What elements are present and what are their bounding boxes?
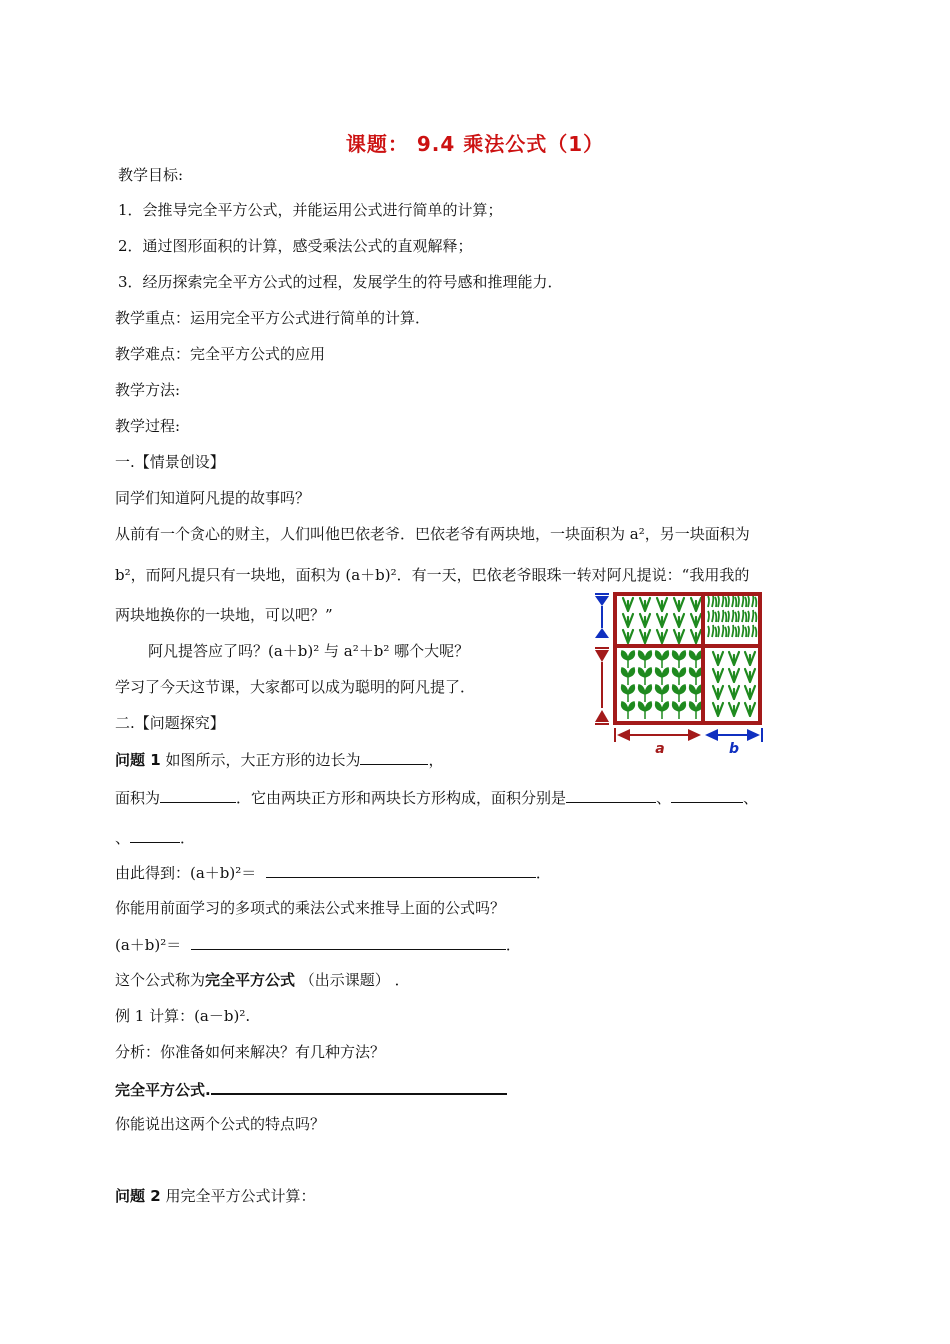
plant-sprout-icon: [729, 652, 739, 665]
section1-question: 同学们知道阿凡提的故事吗？: [115, 489, 311, 507]
problem2-line: [115, 1186, 315, 1206]
label-a: a: [655, 741, 665, 757]
grass-icon: [708, 625, 716, 637]
plants-ab-bottom: [622, 651, 703, 719]
grass-icon: [728, 595, 736, 607]
problem1-end: ，: [428, 751, 444, 769]
derive-line: [115, 862, 551, 883]
leaf-plant-icon: [673, 651, 686, 668]
plant-sprout-icon: [674, 614, 684, 627]
plant-sprout-icon: [657, 614, 667, 627]
plant-sprout-icon: [674, 598, 684, 611]
area-mid: ．它由两块正方形和两块长方形构成，面积分别是: [236, 789, 567, 807]
derive2-line: [115, 934, 521, 955]
area-line-2: [115, 827, 195, 848]
objective-item-1: 1．会推导完全平方公式，并能运用公式进行简单的计算；: [118, 201, 503, 219]
grass-icon: [738, 625, 746, 637]
leaf-plant-icon: [656, 685, 669, 702]
problem1-text: 如图所示，大正方形的边长为: [160, 751, 361, 769]
leaf-plant-icon: [673, 702, 686, 719]
plant-sprout-icon: [729, 686, 739, 699]
plants-b-squared: [713, 652, 755, 716]
bottom-a-arrow-icon: [615, 728, 701, 742]
leaf-plant-icon: [622, 702, 635, 719]
leaf-plant-icon: [656, 702, 669, 719]
objective-item-2: 2．通过图形面积的计算，感受乘法公式的直观解释；: [118, 237, 473, 255]
sep-2: 、: [743, 789, 759, 807]
area-end: ．: [180, 829, 196, 847]
plant-sprout-icon: [657, 630, 667, 643]
story-line-1: 从前有一个贪心的财主，人们叫他巴依老爷．巴依老爷有两块地，一块面积为 a²，另一块面积为: [115, 525, 750, 543]
derive-end: ．: [535, 864, 551, 882]
leaf-plant-icon: [673, 685, 686, 702]
grass-icon: [728, 625, 736, 637]
problem2-label: 问题 2: [115, 1187, 161, 1205]
plant-sprout-icon: [713, 686, 723, 699]
plants-a-squared: [623, 598, 701, 643]
formula-name-post: （出示课题） ．: [295, 971, 410, 989]
leaf-plant-icon: [673, 668, 686, 685]
plants-ab-top: [708, 595, 756, 637]
derive-text: 由此得到：(a＋b)²＝: [115, 864, 257, 882]
formula-name-pre: 这个公式称为: [115, 971, 206, 989]
leaf-plant-icon: [690, 651, 703, 668]
grass-icon: [708, 610, 716, 622]
grass-icon: [738, 595, 746, 607]
leaf-plant-icon: [656, 668, 669, 685]
problem1-label: 问题 1: [115, 751, 161, 769]
plant-sprout-icon: [713, 669, 723, 682]
derive2-text: (a＋b)²＝: [115, 936, 182, 954]
leaf-plant-icon: [690, 702, 703, 719]
objectives-heading: 教学目标:: [118, 166, 184, 184]
key-point: 教学重点：运用完全平方公式进行简单的计算．: [115, 309, 431, 327]
plant-sprout-icon: [713, 703, 723, 716]
derive-blank[interactable]: [266, 862, 536, 878]
grass-icon: [738, 610, 746, 622]
analysis: 分析：你准备如何来解决？有几种方法？: [115, 1043, 386, 1061]
grass-icon: [748, 595, 756, 607]
leaf-plant-icon: [639, 702, 652, 719]
plant-sprout-icon: [745, 669, 755, 682]
plant-sprout-icon: [691, 630, 701, 643]
plant-sprout-icon: [691, 598, 701, 611]
plant-sprout-icon: [713, 652, 723, 665]
page-title: 课题： 9.4 乘法公式（1）: [345, 132, 605, 156]
left-a-arrow-icon: [595, 648, 609, 724]
difficulty: 教学难点：完全平方公式的应用: [115, 345, 326, 363]
story-line-5: 学习了今天这节课，大家都可以成为聪明的阿凡提了．: [115, 678, 476, 696]
sep-3: 、: [115, 829, 131, 847]
plant-sprout-icon: [674, 630, 684, 643]
leaf-plant-icon: [639, 651, 652, 668]
area-blank[interactable]: [160, 787, 236, 803]
grass-icon: [728, 610, 736, 622]
area-text: 面积为: [115, 789, 161, 807]
plant-sprout-icon: [623, 614, 633, 627]
leaf-plant-icon: [639, 685, 652, 702]
grass-icon: [708, 595, 716, 607]
features-question: 你能说出这两个公式的特点吗？: [115, 1115, 326, 1133]
formula-label: 完全平方公式.: [115, 1081, 211, 1099]
square-diagram: [590, 588, 770, 760]
area-part-blank-3[interactable]: [130, 827, 180, 843]
story-line-4: 阿凡提答应了吗？(a＋b)² 与 a²＋b² 哪个大呢？: [148, 642, 470, 660]
grass-icon: [718, 595, 726, 607]
plant-sprout-icon: [640, 598, 650, 611]
formula-line: [115, 1078, 507, 1100]
grass-icon: [718, 625, 726, 637]
plant-sprout-icon: [691, 614, 701, 627]
label-b: b: [728, 741, 740, 757]
leaf-plant-icon: [622, 651, 635, 668]
derive2-blank[interactable]: [191, 934, 506, 950]
story-line-2: b²，而阿凡提只有一块地，面积为 (a＋b)²．有一天，巴依老爷眼珠一转对阿凡提说：“我用我的: [115, 566, 750, 584]
leaf-plant-icon: [656, 651, 669, 668]
leaf-plant-icon: [639, 668, 652, 685]
leaf-plant-icon: [690, 668, 703, 685]
objective-item-3: 3．经历探索完全平方公式的过程，发展学生的符号感和推理能力．: [118, 273, 563, 291]
formula-name-bold: 完全平方公式: [205, 971, 296, 989]
plant-sprout-icon: [745, 686, 755, 699]
grass-icon: [718, 610, 726, 622]
plant-sprout-icon: [729, 669, 739, 682]
area-part-blank-1[interactable]: [566, 787, 656, 803]
side-length-blank[interactable]: [360, 749, 428, 765]
plant-sprout-icon: [640, 614, 650, 627]
bottom-b-arrow-icon: [705, 728, 762, 742]
plant-sprout-icon: [640, 630, 650, 643]
formula-blank[interactable]: [211, 1078, 507, 1095]
area-part-blank-2[interactable]: [671, 787, 743, 803]
section2-heading: 二.【问题探究】: [115, 714, 225, 732]
story-line-3: 两块地换你的一块地，可以吧？”: [115, 606, 333, 624]
plant-sprout-icon: [623, 630, 633, 643]
leaf-plant-icon: [622, 685, 635, 702]
problem2-text: 用完全平方公式计算：: [160, 1187, 316, 1205]
area-line: [115, 787, 758, 808]
square-diagram-svg: [590, 588, 770, 760]
formula-name-line: [115, 970, 410, 990]
section1-heading: 一.【情景创设】: [115, 453, 225, 471]
grass-icon: [748, 610, 756, 622]
plant-sprout-icon: [745, 652, 755, 665]
leaf-plant-icon: [690, 685, 703, 702]
example1: 例 1 计算：(a－b)².: [115, 1007, 251, 1025]
plant-sprout-icon: [657, 598, 667, 611]
plant-sprout-icon: [623, 598, 633, 611]
teaching-method: 教学方法:: [115, 381, 181, 399]
sep-1: 、: [656, 789, 672, 807]
problem1-line: [115, 749, 443, 770]
derive2-end: ．: [505, 936, 521, 954]
left-b-arrow-icon: [595, 594, 609, 638]
leaf-plant-icon: [622, 668, 635, 685]
plant-sprout-icon: [745, 703, 755, 716]
plant-sprout-icon: [729, 703, 739, 716]
teaching-process: 教学过程:: [115, 417, 181, 435]
ask-line: 你能用前面学习的多项式的乘法公式来推导上面的公式吗？: [115, 899, 506, 917]
grass-icon: [748, 625, 756, 637]
